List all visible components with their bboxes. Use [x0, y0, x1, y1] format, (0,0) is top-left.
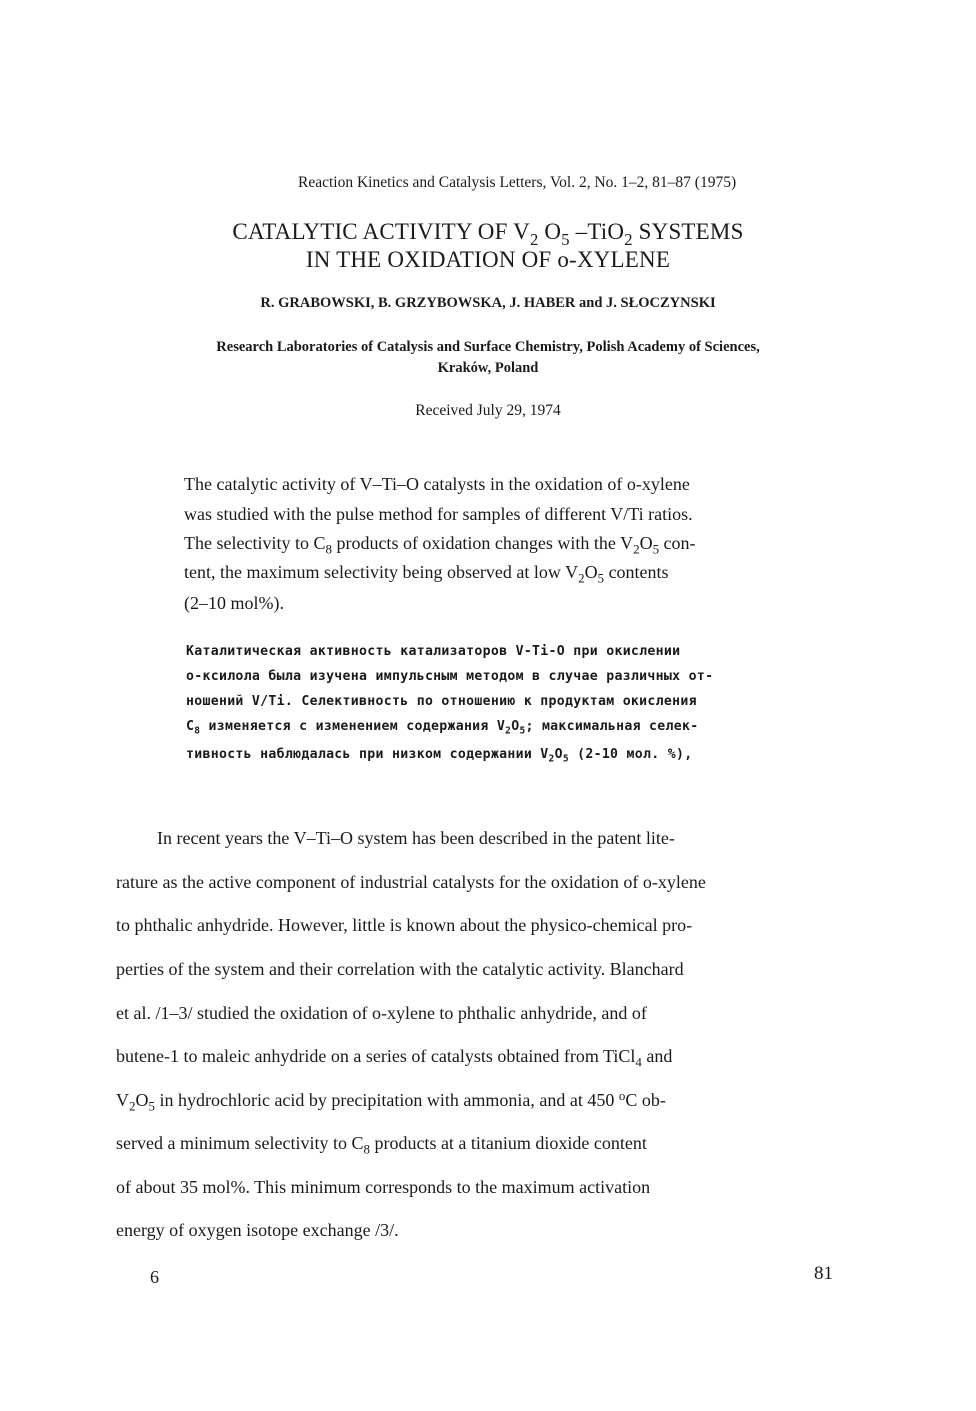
affiliation-line-2: Kraków, Poland [437, 360, 539, 376]
author-list: R. GRABOWSKI, B. GRZYBOWSKA, J. HABER and J. SŁOCZYNSKI [260, 295, 716, 311]
abstract-ru-line: Каталитическая активность катализаторов V-Ti-O при окислении [186, 644, 681, 659]
body-line: rature as the active component of industrial catalysts for the oxidation of o-xylene [116, 872, 706, 892]
affiliation-line-1: Research Laboratories of Catalysis and Surface Chemistry, Polish Academy of Sciences, [216, 339, 760, 355]
abstract-ru-line: тивность наблюдалась при низком содержании $V_2O_5$ (2-10 мол. %), [186, 747, 693, 765]
abstract-line: tent, the maximum selectivity being observed at low $V_2O_5$ contents [184, 562, 669, 586]
paper-title-line-2: IN THE OXIDATION OF o-XYLENE [305, 247, 671, 272]
body-line: served a minimum selectivity to $C_8$ products at a titanium dioxide content [116, 1133, 647, 1157]
body-line: perties of the system and their correlation with the catalytic activity. Blanchard [116, 959, 684, 979]
abstract-line: was studied with the pulse method for samples of different V/Ti ratios. [184, 504, 693, 524]
body-line: et al. /1–3/ studied the oxidation of o-xylene to phthalic anhydride, and of [116, 1003, 647, 1023]
abstract-ru-line: $C_8$ изменяется с изменением содержания $V_2O_5$; максимальная селек- [186, 719, 699, 737]
abstract-ru-line: о-ксилола была изучена импульсным методом в случае различных от- [186, 669, 714, 684]
received-date: Received July 29, 1974 [415, 402, 561, 419]
paper-title-line-1: CATALYTIC ACTIVITY OF $V_2$ $O_5$ –TiO$_2$ SYSTEMS [232, 219, 744, 249]
body-line: of about 35 mol%. This minimum corresponds to the maximum activation [116, 1177, 651, 1197]
body-line: In recent years the V–Ti–O system has been described in the patent lite- [157, 828, 675, 848]
body-line: $V_2O_5$ in hydrochloric acid by precipitation with ammonia, and at 450 $^o$C ob- [116, 1088, 666, 1114]
journal-citation: Reaction Kinetics and Catalysis Letters, Vol. 2, No. 1–2, 81–87 (1975) [298, 174, 737, 191]
body-line: to phthalic anhydride. However, little is known about the physico-chemical pro- [116, 915, 693, 935]
page-number: 81 [814, 1263, 833, 1284]
abstract-line: The catalytic activity of V–Ti–O catalysts in the oxidation of o-xylene [184, 474, 690, 494]
signature-mark: 6 [150, 1267, 159, 1287]
body-line: energy of oxygen isotope exchange /3/. [116, 1220, 399, 1240]
body-line: butene-1 to maleic anhydride on a series of catalysts obtained from TiCl$_4$ and [116, 1046, 673, 1070]
abstract-line: (2–10 mol%). [184, 593, 284, 613]
abstract-ru-line: ношений V/Ti. Селективность по отношению к продуктам окисления [186, 694, 697, 709]
abstract-line: The selectivity to $C_8$ products of oxidation changes with the $V_2O_5$ con- [184, 533, 696, 557]
